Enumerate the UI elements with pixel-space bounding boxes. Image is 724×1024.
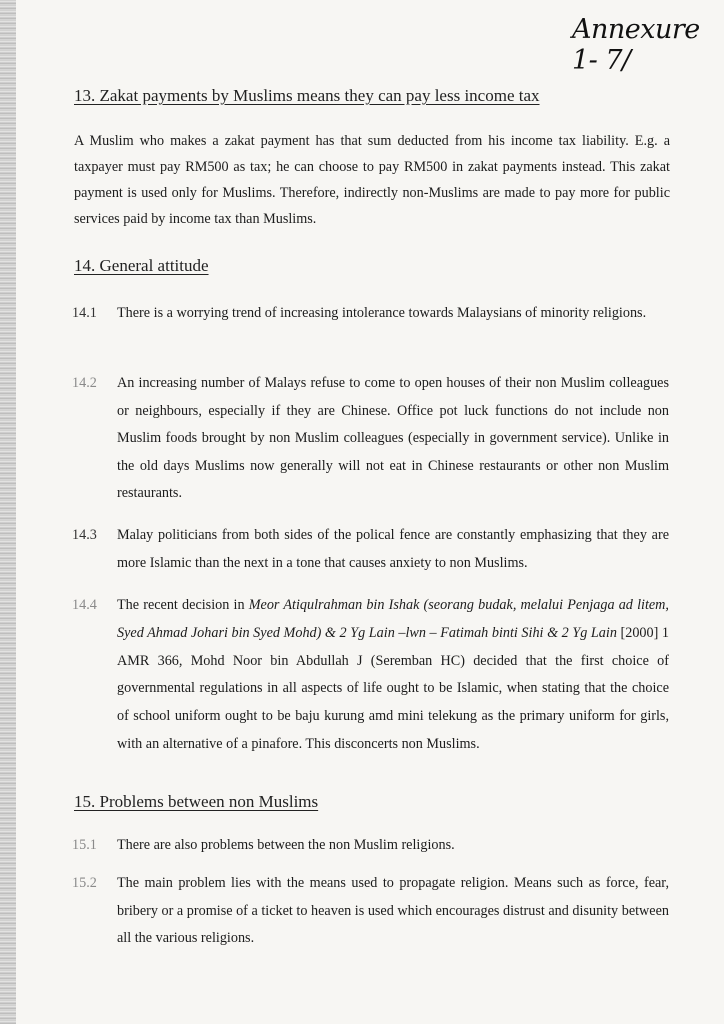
item-14-1-text: There is a worrying trend of increasing intolerance towards Malaysians of minority religions. — [117, 305, 647, 321]
item-14-4-text — [117, 592, 669, 759]
item-14-3-text: Malay politicians from both sides of the polical fence are constantly emphasizing that they are more Islamic than the next in a tone that causes anxiety to non Muslims. — [117, 527, 669, 571]
case-citation: Meor Atiqulrahman bin Ishak (seorang budak, melalui Penjaga ad litem, Syed Ahmad Johari bin Syed Mohd) & 2 Yg Lain –lwn – Fatimah binti Sihi & 2 Yg Lain — [117, 597, 669, 641]
section-15-heading: 15. Problems between non Muslims — [74, 792, 319, 811]
section-14-heading: 14. General attitude — [74, 256, 209, 275]
item-14-2-number: 14.2 — [72, 375, 97, 391]
item-14-4-post: [2000] 1 AMR 366, Mohd Noor bin Abdullah J (Seremban HC) decided that the first choice of governmental regulations in all aspects of life ought to be Islamic, when stating that the choice of school uniform ought to be baju kurung amd mini telekung as the primary uniform for girls, with an alternative of a pinafore. This disconcerts non Muslims. — [117, 624, 670, 752]
item-14-3-number: 14.3 — [72, 527, 97, 543]
item-15-1-number: 15.1 — [72, 837, 97, 853]
section-13-heading: 13. Zakat payments by Muslims means they can pay less income tax — [74, 86, 540, 105]
item-14-4-number: 14.4 — [72, 597, 97, 613]
item-14-1-number: 14.1 — [72, 305, 97, 321]
binding-edge — [0, 0, 16, 1024]
item-15-2-number: 15.2 — [72, 875, 97, 891]
item-14-4-pre: The recent decision in — [117, 597, 249, 613]
item-14-2-text: An increasing number of Malays refuse to come to open houses of their non Muslim colleagues or neighbours, especially if they are Chinese. Office pot luck functions do not include non Muslim foods brought by non Muslim colleagues (especially in government service). Unlike in the old days Muslims now generally will not eat in Chinese restaurants or other non Muslim restaurants. — [117, 375, 669, 501]
annexure-label: Annexure 1- 7/ — [572, 14, 700, 76]
item-15-1-text: There are also problems between the non Muslim religions. — [117, 837, 455, 853]
section-13-text: A Muslim who makes a zakat payment has that sum deducted from his income tax liability. E.g. a taxpayer must pay RM500 as tax; he can choose to pay RM500 in zakat payments instead. This zakat payment is used only for Muslims. Therefore, indirectly non-Muslims are made to pay more for public services paid by income tax than Muslims. — [74, 133, 670, 227]
item-15-2-text: The main problem lies with the means used to propagate religion. Means such as force, fear, bribery or a promise of a ticket to heaven is used which encourages distrust and disunity between all the various religions. — [117, 875, 669, 946]
